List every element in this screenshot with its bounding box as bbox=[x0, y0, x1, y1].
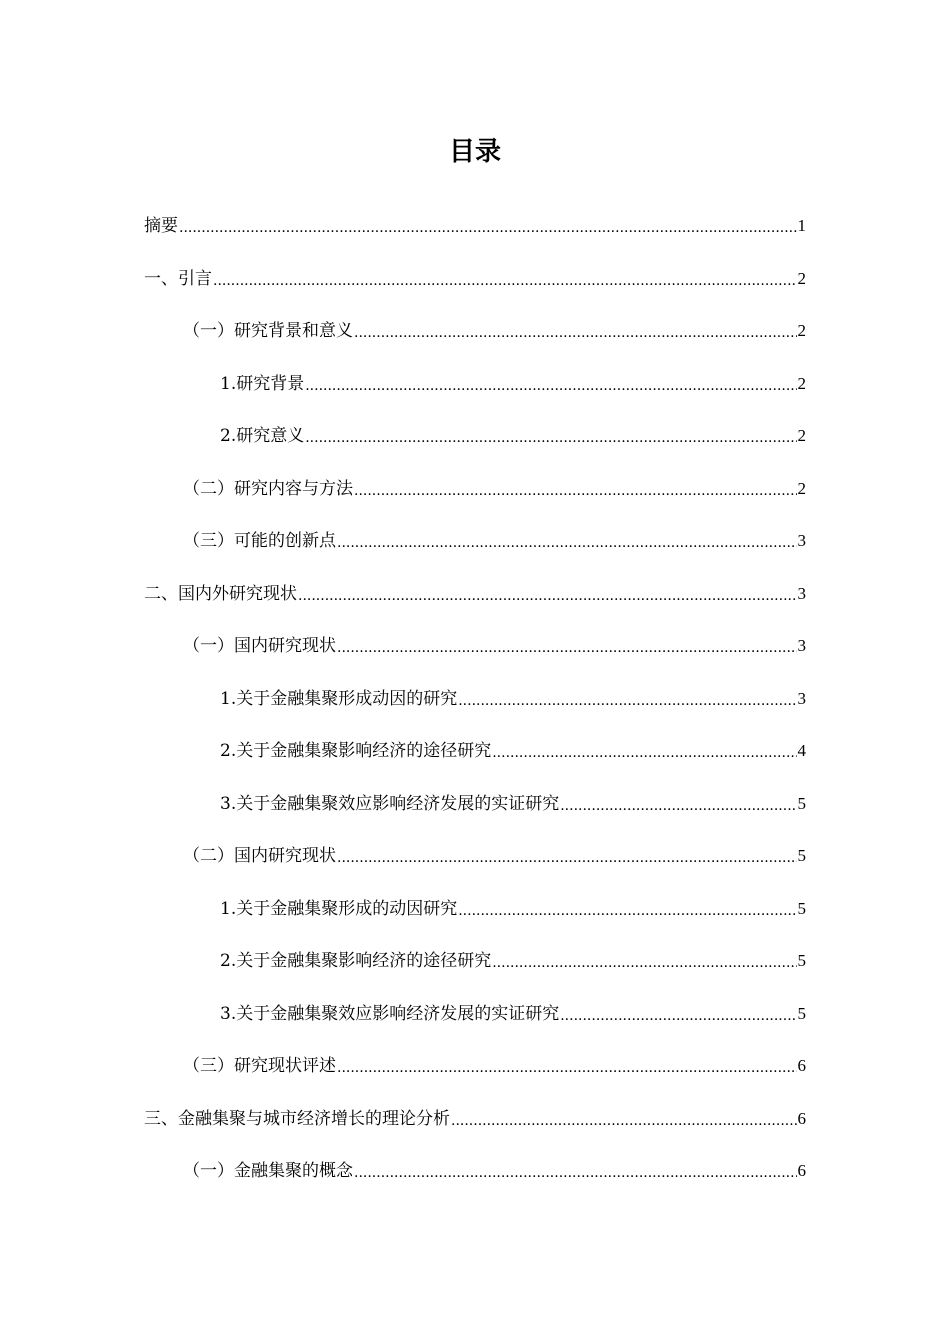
toc-entry[interactable] bbox=[183, 512, 806, 552]
toc-entry-label: 2.关于金融集聚影响经济的途径研究 bbox=[220, 741, 492, 761]
toc-entry-page: 6 bbox=[797, 1161, 806, 1180]
toc-entry-page: 4 bbox=[797, 741, 806, 760]
toc-entry-label: 二、国内外研究现状 bbox=[144, 583, 297, 604]
toc-entry-page: 5 bbox=[797, 898, 806, 918]
toc-entry-page: 3 bbox=[797, 688, 806, 708]
toc-entry[interactable] bbox=[144, 250, 806, 290]
toc-entry[interactable] bbox=[220, 670, 806, 710]
toc-entry-page: 2 bbox=[797, 268, 806, 288]
toc-entry-label: 三、金融集聚与城市经济增长的理论分析 bbox=[144, 1108, 450, 1129]
toc-dot-leader bbox=[560, 1003, 796, 1025]
toc-dot-leader bbox=[298, 583, 797, 605]
toc-entry-page: 5 bbox=[797, 1003, 806, 1023]
toc-entry-label: 3.关于金融集聚效应影响经济发展的实证研究 bbox=[220, 793, 560, 814]
toc-entry-page: 3 bbox=[797, 636, 806, 655]
toc-entry-label: 2.关于金融集聚影响经济的途径研究 bbox=[220, 951, 492, 971]
toc-entry[interactable] bbox=[183, 302, 806, 342]
toc-entry-label: （一）金融集聚的概念 bbox=[183, 1161, 353, 1181]
toc-dot-leader bbox=[354, 478, 797, 500]
toc-entry[interactable] bbox=[220, 985, 806, 1025]
toc-dot-leader bbox=[305, 425, 796, 447]
toc-dot-leader bbox=[337, 1055, 797, 1077]
toc-dot-leader bbox=[305, 373, 796, 395]
toc-dot-leader bbox=[337, 530, 797, 552]
toc-entry-label: （三）研究现状评述 bbox=[183, 1056, 336, 1076]
toc-entry-label: （三）可能的创新点 bbox=[183, 531, 336, 551]
toc-dot-leader bbox=[354, 320, 797, 342]
toc-dot-leader bbox=[458, 898, 796, 920]
toc-entry-label: 1.关于金融集聚形成动因的研究 bbox=[220, 688, 458, 709]
toc-entry-page: 6 bbox=[797, 1056, 806, 1075]
toc-entry-page: 2 bbox=[797, 373, 806, 393]
toc-dot-leader bbox=[492, 740, 796, 762]
toc-entry[interactable] bbox=[183, 1037, 806, 1077]
toc-entry[interactable] bbox=[220, 407, 806, 447]
toc-entry-label: 摘要 bbox=[144, 216, 178, 236]
toc-entry[interactable] bbox=[220, 775, 806, 815]
toc-entry[interactable] bbox=[183, 1142, 806, 1182]
toc-entry-label: 3.关于金融集聚效应影响经济发展的实证研究 bbox=[220, 1003, 560, 1024]
toc-entry[interactable] bbox=[183, 460, 806, 500]
toc-dot-leader bbox=[337, 635, 797, 657]
toc-entry-page: 2 bbox=[797, 321, 806, 340]
toc-entry[interactable] bbox=[220, 932, 806, 972]
toc-entry-page: 6 bbox=[797, 1108, 806, 1128]
toc-entry-label: 1.研究背景 bbox=[220, 373, 305, 394]
toc-entry-label: （二）研究内容与方法 bbox=[183, 478, 353, 499]
toc-entry-label: 2.研究意义 bbox=[220, 426, 305, 446]
toc-entry[interactable] bbox=[144, 1090, 806, 1130]
toc-dot-leader bbox=[213, 268, 797, 290]
toc-dot-leader bbox=[492, 950, 796, 972]
toc-entry-page: 1 bbox=[797, 216, 806, 235]
toc-entry-page: 5 bbox=[797, 846, 806, 865]
toc-entry[interactable] bbox=[220, 880, 806, 920]
toc-entry-label: （一）国内研究现状 bbox=[183, 636, 336, 656]
toc-dot-leader bbox=[179, 215, 797, 237]
toc-entry-page: 3 bbox=[797, 583, 806, 603]
toc-entry[interactable] bbox=[144, 565, 806, 605]
toc-entry[interactable] bbox=[220, 355, 806, 395]
toc-entry-label: （二）国内研究现状 bbox=[183, 846, 336, 866]
toc-dot-leader bbox=[458, 688, 796, 710]
toc-entry[interactable] bbox=[183, 617, 806, 657]
toc-entry-page: 5 bbox=[797, 951, 806, 970]
toc-dot-leader bbox=[337, 845, 797, 867]
toc-entry[interactable] bbox=[183, 827, 806, 867]
toc-entry-label: 一、引言 bbox=[144, 268, 212, 289]
toc-entry-label: 1.关于金融集聚形成的动因研究 bbox=[220, 898, 458, 919]
toc-entry[interactable] bbox=[144, 197, 806, 237]
toc-title: 目录 bbox=[448, 137, 501, 167]
toc-dot-leader bbox=[354, 1160, 797, 1182]
toc-entry-label: （一）研究背景和意义 bbox=[183, 321, 353, 341]
toc-entry[interactable] bbox=[220, 722, 806, 762]
toc-entry-page: 2 bbox=[797, 426, 806, 445]
toc-entry-page: 3 bbox=[797, 531, 806, 550]
toc-entry-page: 2 bbox=[797, 478, 806, 498]
toc-dot-leader bbox=[560, 793, 796, 815]
toc-entry-page: 5 bbox=[797, 793, 806, 813]
toc-dot-leader bbox=[451, 1108, 797, 1130]
